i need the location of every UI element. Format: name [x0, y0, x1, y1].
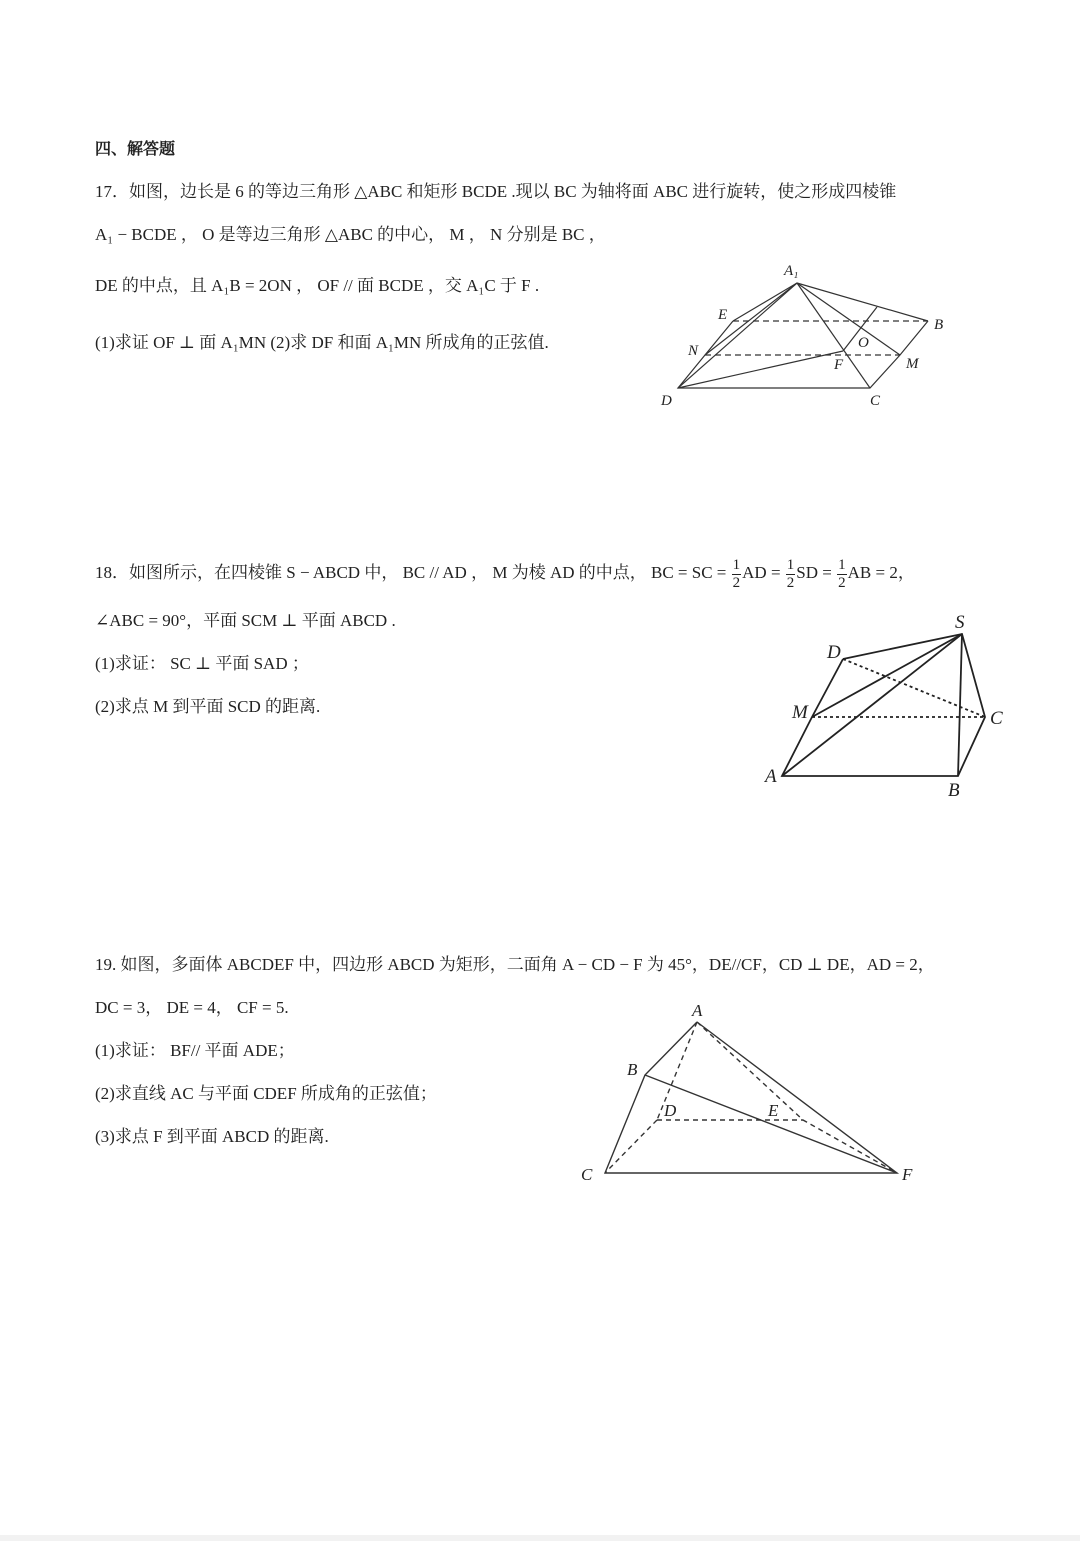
label-A1: A₁ — [784, 263, 799, 279]
q17-line-3: DE 的中点，且 A₁B = 2ON ， OF // 面 BCDE ，交 A₁C 于 F . — [95, 276, 540, 295]
q18-seg-3: AB = 2， — [847, 563, 915, 582]
figure-q19 — [605, 1022, 897, 1173]
page-bottom-bar — [0, 1535, 1080, 1541]
label-N: N — [688, 343, 699, 359]
frac-num: 1 — [732, 556, 741, 573]
frac-den: 2 — [786, 574, 795, 591]
q17-line-4: (1)求证 OF ⊥ 面 A₁MN (2)求 DF 和面 A₁MN 所成角的正弦值. — [95, 333, 549, 352]
label-C: C — [990, 708, 1003, 729]
edge-SB — [958, 634, 962, 776]
edges-outline — [605, 1022, 897, 1173]
q19-line-1: 19. 如图，多面体 ABCDEF 中，四边形 ABCD 为矩形，二面角 A − CD − F 为 45°，DE//CF，CD ⊥ DE，AD = 2， — [95, 955, 935, 974]
q18-line-1-prefix: 18．如图所示，在四棱锥 S − ABCD 中， BC // AD ， M 为棱 AD 的中点， BC = SC = — [95, 563, 731, 582]
label-S: S — [955, 612, 965, 633]
label-D: D — [664, 1101, 677, 1120]
edge-DC — [605, 1120, 657, 1173]
figure-q18-labels — [763, 612, 1003, 801]
edge-AD — [657, 1022, 697, 1120]
edge-SA — [782, 634, 962, 776]
label-B: B — [934, 317, 944, 333]
q17-line-1: 17．如图，边长是 6 的等边三角形 △ABC 和矩形 BCDE .现以 BC 为轴将面 ABC 进行旋转，使之形成四棱锥 — [95, 182, 897, 201]
edge-A1B — [797, 283, 928, 321]
label-M: M — [906, 356, 919, 372]
q19-line-5: (3)求点 F 到平面 ABCD 的距离. — [95, 1127, 329, 1146]
frac-den: 2 — [838, 574, 846, 591]
label-A: A — [765, 766, 777, 787]
figure-q17 — [678, 283, 928, 388]
label-B: B — [948, 780, 960, 801]
label-B: B — [627, 1060, 638, 1079]
q19-line-2: DC = 3， DE = 4， CF = 5. — [95, 998, 289, 1017]
frac-num: 1 — [838, 556, 846, 573]
q17-line-2: A₁ − BCDE ， O 是等边三角形 △ABC 的中心， M ， N 分别是 BC ， — [95, 225, 606, 244]
label-M: M — [792, 702, 808, 723]
edge-DF — [678, 351, 843, 388]
q18-line-4: (2)求点 M 到平面 SCD 的距离. — [95, 697, 321, 716]
figure-q18 — [782, 634, 985, 776]
label-E: E — [718, 307, 728, 323]
q18-line-2: ∠ABC = 90°，平面 SCM ⊥ 平面 ABCD . — [95, 611, 396, 630]
q18-line-3: (1)求证： SC ⊥ 平面 SAD ； — [95, 654, 309, 673]
figure-q19-labels — [581, 1001, 913, 1184]
label-O: O — [858, 335, 869, 351]
label-F: F — [902, 1165, 913, 1184]
frac-num: 1 — [786, 556, 795, 573]
edge-A1D — [678, 283, 797, 388]
label-C: C — [581, 1165, 593, 1184]
label-E: E — [768, 1101, 779, 1120]
section-title: 四、解答题 — [95, 139, 176, 158]
q19-line-4: (2)求直线 AC 与平面 CDEF 所成角的正弦值； — [95, 1084, 437, 1103]
frac-den: 2 — [732, 574, 741, 591]
label-D: D — [661, 393, 672, 409]
label-C: C — [870, 393, 881, 409]
q18-seg-2: SD = — [796, 563, 837, 582]
q19-line-3: (1)求证： BF// 平面 ADE； — [95, 1041, 295, 1060]
q18-seg-1: AD = — [742, 563, 785, 582]
edge-A1E — [733, 283, 797, 321]
label-A: A — [692, 1001, 703, 1020]
label-F: F — [834, 357, 844, 373]
label-D: D — [827, 642, 841, 663]
